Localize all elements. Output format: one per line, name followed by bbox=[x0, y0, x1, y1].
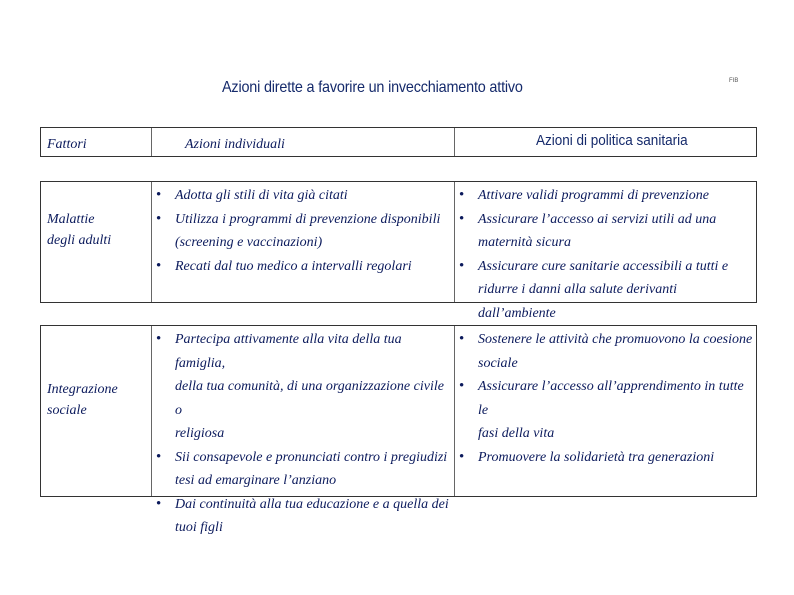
table-row-adult-diseases bbox=[40, 181, 757, 321]
list-item-text: della tua comunità, di una organizzazione civile o bbox=[175, 379, 444, 418]
factor-line: Integrazione bbox=[47, 382, 118, 397]
list-item-text: ridurre i danni alla salute derivanti dall’ambiente bbox=[478, 282, 677, 321]
list-item bbox=[454, 208, 757, 255]
list-item bbox=[454, 328, 757, 375]
list-item-text: religiosa bbox=[175, 426, 225, 441]
individual-actions-list bbox=[151, 184, 454, 278]
list-item bbox=[151, 208, 454, 255]
list-item-text: • Promuovere la solidarietà tra generazioni bbox=[478, 449, 715, 465]
column-divider bbox=[454, 128, 455, 156]
factor-line: sociale bbox=[47, 403, 87, 418]
list-item bbox=[151, 184, 454, 208]
list-item-text: tesi ad emarginare l’anziano bbox=[175, 473, 337, 488]
list-item bbox=[454, 375, 757, 446]
header-health-policy-actions: Azioni di politica sanitaria bbox=[536, 132, 688, 149]
list-item bbox=[151, 493, 454, 540]
list-item-text: • Sostenere le attività che promuovono la coesione bbox=[478, 332, 753, 347]
list-item-text: • Assicurare l’accesso all’apprendimento in tutte le bbox=[478, 379, 744, 418]
list-item-text: • Partecipa attivamente alla vita della tua famiglia, bbox=[175, 332, 402, 371]
list-item bbox=[151, 328, 454, 446]
table-row-social-integration bbox=[40, 325, 757, 535]
list-item bbox=[454, 446, 757, 470]
list-item-text: • Sii consapevole e pronunciati contro i pregiudizi bbox=[175, 449, 448, 465]
factor-line: Malattie bbox=[47, 212, 95, 227]
list-item-text: • Assicurare l’accesso ai servizi utili ad una bbox=[478, 211, 717, 227]
list-item bbox=[151, 446, 454, 493]
list-item-text: • Recati dal tuo medico a intervalli regolari bbox=[175, 258, 412, 274]
list-item-text: tuoi figli bbox=[175, 520, 223, 535]
individual-actions-list bbox=[151, 328, 454, 540]
list-item-text: maternità sicura bbox=[478, 235, 571, 250]
list-item-text: (screening e vaccinazioni) bbox=[175, 235, 323, 250]
list-item bbox=[454, 184, 757, 208]
header-factors: Fattori bbox=[47, 137, 87, 152]
factor-line: degli adulti bbox=[47, 233, 112, 248]
list-item-text: sociale bbox=[478, 355, 518, 371]
slide-title: Azioni dirette a favorire un invecchiamento attivo bbox=[222, 79, 523, 96]
list-item-text: • Utilizza i programmi di prevenzione disponibili bbox=[175, 211, 441, 227]
policy-actions-list bbox=[454, 184, 757, 325]
list-item-text: • Attivare validi programmi di prevenzione bbox=[478, 188, 709, 203]
list-item bbox=[454, 255, 757, 326]
list-item-text: • Adotta gli stili di vita già citati bbox=[175, 188, 348, 203]
list-item bbox=[151, 255, 454, 279]
factor-label bbox=[47, 209, 111, 251]
column-divider bbox=[151, 128, 152, 156]
factor-label bbox=[47, 379, 118, 421]
list-item-text: • Dai continuità alla tua educazione e a quella dei bbox=[175, 496, 449, 512]
page-marker: FIB bbox=[729, 78, 739, 84]
policy-actions-list bbox=[454, 328, 757, 469]
header-individual-actions: Azioni individuali bbox=[185, 137, 285, 152]
list-item-text: • Assicurare cure sanitarie accessibili a tutti e bbox=[478, 258, 729, 274]
table-header bbox=[40, 127, 757, 157]
list-item-text: fasi della vita bbox=[478, 426, 555, 441]
